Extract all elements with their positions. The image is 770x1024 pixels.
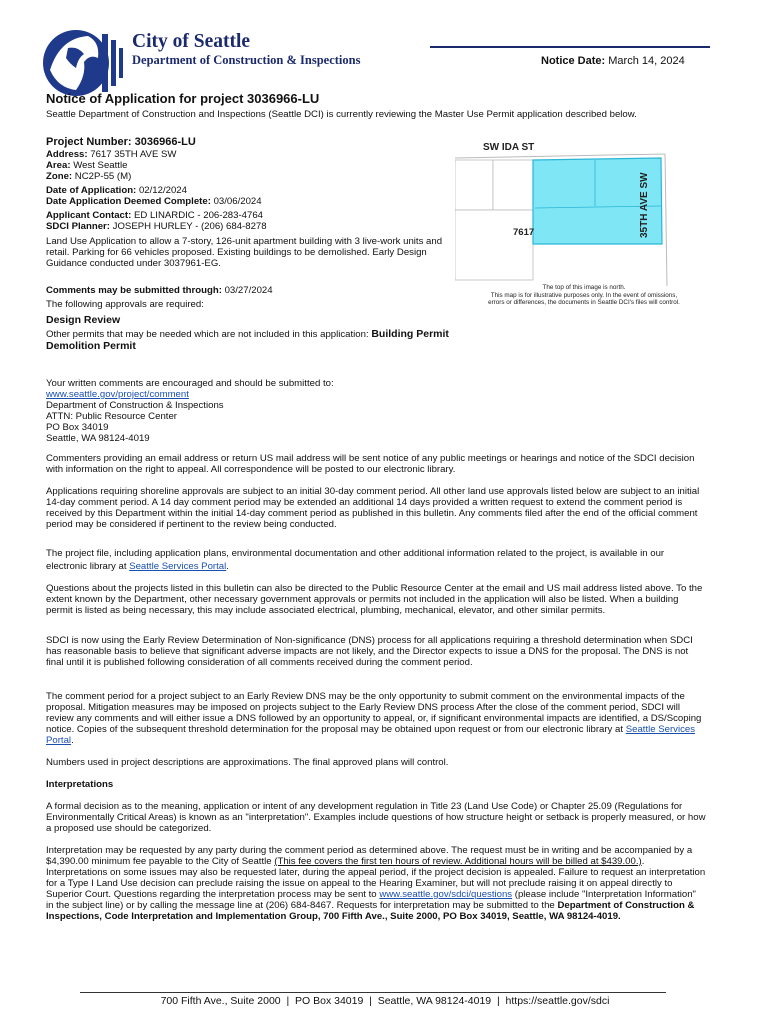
design-review: Design Review [46,314,121,326]
notice-date-value: March 14, 2024 [608,55,685,67]
project-description: Land Use Application to allow a 7-story, 126-unit apartment building with 3 live-work units and retail. Parking for 66 vehicles proposed. Existing buildings to be demolished. Early Design Guidance conducted under 3037961-EG. [46,236,443,269]
project-dates [46,185,446,207]
paragraph-early-review: The comment period for a project subject to an Early Review DNS may be the only opportunity to submit comment on the environmental impacts of the proposal. Mitigation measures may be imposed on projects subject to the Early Review DNS process After the close of the comment period, SDCI will review any comments and will either issue a DNS followed by an opportunity to appeal, or, if significant environmental impacts are identified, a DS/Scoping notice. Copies of the subsequent threshold determination for the proposal may be obtained upon request or from our electronic library at Seattle Services Portal. [46,691,702,746]
demolition-permit: Demolition Permit [46,340,136,352]
interp-submit-address: Department of Construction & Inspections, Code Interpretation and Implementation Group, 700 Fifth Ave., Suite 2000, PO Box 34019, Seattle, WA 98124-4019. [46,900,695,922]
address-line1: Department of Construction & Inspections [46,400,224,411]
map-caption [455,284,713,307]
area-value: West Seattle [73,160,128,171]
address-line4: Seattle, WA 98124-4019 [46,433,150,444]
paragraph-project-file: The project file, including application plans, environmental documentation and other additional information related to the project, is available in our electronic library at Seattle Services Portal. [46,548,665,572]
date-complete-value: 03/06/2024 [213,196,262,207]
approvals-text: The following approvals are required: [46,299,204,310]
interp-text-c: (please include "Interpretation Information" in the subject line) or by calling the message line at (206) 684-8467. Requests for interpretation may be submitted to the [46,889,696,911]
city-logo [40,28,126,98]
street-label-top: SW IDA ST [483,142,535,153]
site-map [455,136,705,286]
header-rule [430,46,710,48]
address-value: 7617 35TH AVE SW [90,149,177,160]
map-caption-line2: This map is for illustrative purposes only. In the event of omissions, [490,291,678,299]
other-permits [46,329,686,340]
paragraph-interpretation-request [46,845,706,922]
comments-label: Comments may be submitted through: [46,285,222,296]
services-portal-link-2[interactable]: Seattle Services Portal [46,724,696,746]
early-review-text: The comment period for a project subject to an Early Review DNS may be the only opportunity to submit comment on the environmental impacts of the proposal. Mitigation measures may be imposed on projects subject to the Early Review DNS process After the close of the comment period, SDCI will review any comments and will either issue a DNS followed by an opportunity to appeal, or, if significant environmental impacts are identified, a DS/Scoping notice. Copies of the subsequent threshold determination for the proposal may be obtained upon request or from our electronic library at [46,691,702,735]
submission-intro: Your written comments are encouraged and should be submitted to: [46,378,334,389]
address-label: Address: [46,149,88,160]
planner-value: JOSEPH HURLEY - (206) 684-8278 [112,221,267,232]
interp-text-a: Interpretation may be requested by any party during the comment period as determined above. The request must be in writing and be accompanied by a $4,390.00 minimum fee payable to the City of Seattle [46,845,693,867]
map-caption-line3: errors or differences, the documents in Seattle DCI's files will control. [488,299,680,306]
address-line2: ATTN: Public Resource Center [46,411,177,422]
notice-date-label: Notice Date: [541,55,606,67]
comment-link[interactable]: www.seattle.gov/project/comment [46,389,189,400]
page-title: Notice of Application for project 3036966-LU [46,91,320,106]
comments-deadline [46,285,446,296]
questions-link[interactable]: www.seattle.gov/sdci/questions [379,889,513,900]
services-portal-link[interactable]: Seattle Services Portal [129,560,227,572]
zone-label: Zone: [46,171,73,182]
paragraph-comment-period: Applications requiring shoreline approvals are subject to an initial 30-day comment period. All other land use approvals listed below are subject to an initial 14-day comment period. A 14 day comment period may be extended an additional 14 days provided a written request to extend the comment period is received by this Department within the initial 14-day comment period as published in this bulletin. Any comments filed after the end of the official comment period may be considered if pertinent to the review being conducted. [46,486,700,530]
street-label-right: 35TH AVE SW [639,172,650,238]
contact-value: ED LINARDIC - 206-283-4764 [133,210,263,221]
zone-value: NC2P-55 (M) [74,171,132,182]
interp-text-b: . Interpretations on some issues may also be requested later, during the appeal period, if the project decision is appealed. Failure to request an interpretation for a Type I Land Use decision can preclude raising the issue on appeal to the Hearing Examiner, but will not preclude raising it on appeal directly to Superior Court. Questions regarding the interpretation process may be sent to [46,856,706,900]
paragraph-notice: Commenters providing an email address or return US mail address will be sent notice of any public meetings or hearings and notice of the SDCI decision with information on the right to appeal. All correspondence will be posted to our electronic library. [46,453,695,475]
contact-label: Applicant Contact: [46,210,132,221]
interpretations-heading: Interpretations [46,779,114,790]
map-caption-line1: The top of this image is north. [542,284,626,291]
project-contacts [46,210,446,232]
date-application-value: 02/12/2024 [138,185,187,196]
address-line3: PO Box 34019 [46,422,109,433]
date-complete-label: Date Application Deemed Complete: [46,196,211,207]
project-details [46,149,446,182]
org-name: City of Seattle [132,31,251,52]
dept-name: Department of Construction & Inspections [132,53,361,67]
footer-text: 700 Fifth Ave., Suite 2000 | PO Box 34019 | Seattle, WA 98124-4019 | https://seattle.gov/sdci [160,995,610,1007]
parcel-label: 7617 [513,227,535,238]
paragraph-interpretation-def: A formal decision as to the meaning, application or intent of any development regulation in Title 23 (Land Use Code) or Chapter 25.09 (Regulations for Environmentally Critical Areas) is known as an "interpretation". Examples include questions of how structure height or setback is properly measured, or how a proposed use should be categorized. [46,801,706,834]
city-seal-icon [40,28,126,98]
intro-text: Seattle Department of Construction and Inspections (Seattle DCI) is currently reviewing the Master Use Permit application described below. [46,109,637,120]
paragraph-numbers: Numbers used in project descriptions are approximations. The final approved plans will control. [46,757,449,768]
date-application-label: Date of Application: [46,185,137,196]
other-permits-text: Other permits that may be needed which are not included in this application: [46,329,369,340]
project-file-text: The project file, including application plans, environmental documentation and other additional information related to the project, is available in our electronic library at [46,548,665,572]
area-label: Area: [46,160,71,171]
notice-date [541,55,685,67]
comments-value: 03/27/2024 [224,285,273,296]
paragraph-questions: Questions about the projects listed in this bulletin can also be directed to the Public Resource Center at the email and US mail address listed above. To the extent known by the Department, other necessary government approvals or permits not included in the application will also be listed. When a building permit is listed as being necessary, this may include associated electrical, plumbing, mechanical, elevator, and other similar permits. [46,583,703,616]
paragraph-dns: SDCI is now using the Early Review Determination of Non-significance (DNS) process for all applications requiring a threshold determination when SDCI has reasonable basis to believe that significant adverse impacts are not likely, and the Director expects to issue a DNS for the proposal. The DNS is not final until it is published following consideration of all comments received during the comment period. [46,635,693,668]
footer-rule [80,992,666,993]
parcel-map [455,136,705,286]
building-permit: Building Permit [371,328,449,340]
interp-fee-note: (This fee covers the first ten hours of review. Additional hours will be billed at $439.00.) [274,856,642,867]
submission-block [46,378,686,444]
project-number: Project Number: 3036966-LU [46,136,196,148]
planner-label: SDCI Planner: [46,221,110,232]
